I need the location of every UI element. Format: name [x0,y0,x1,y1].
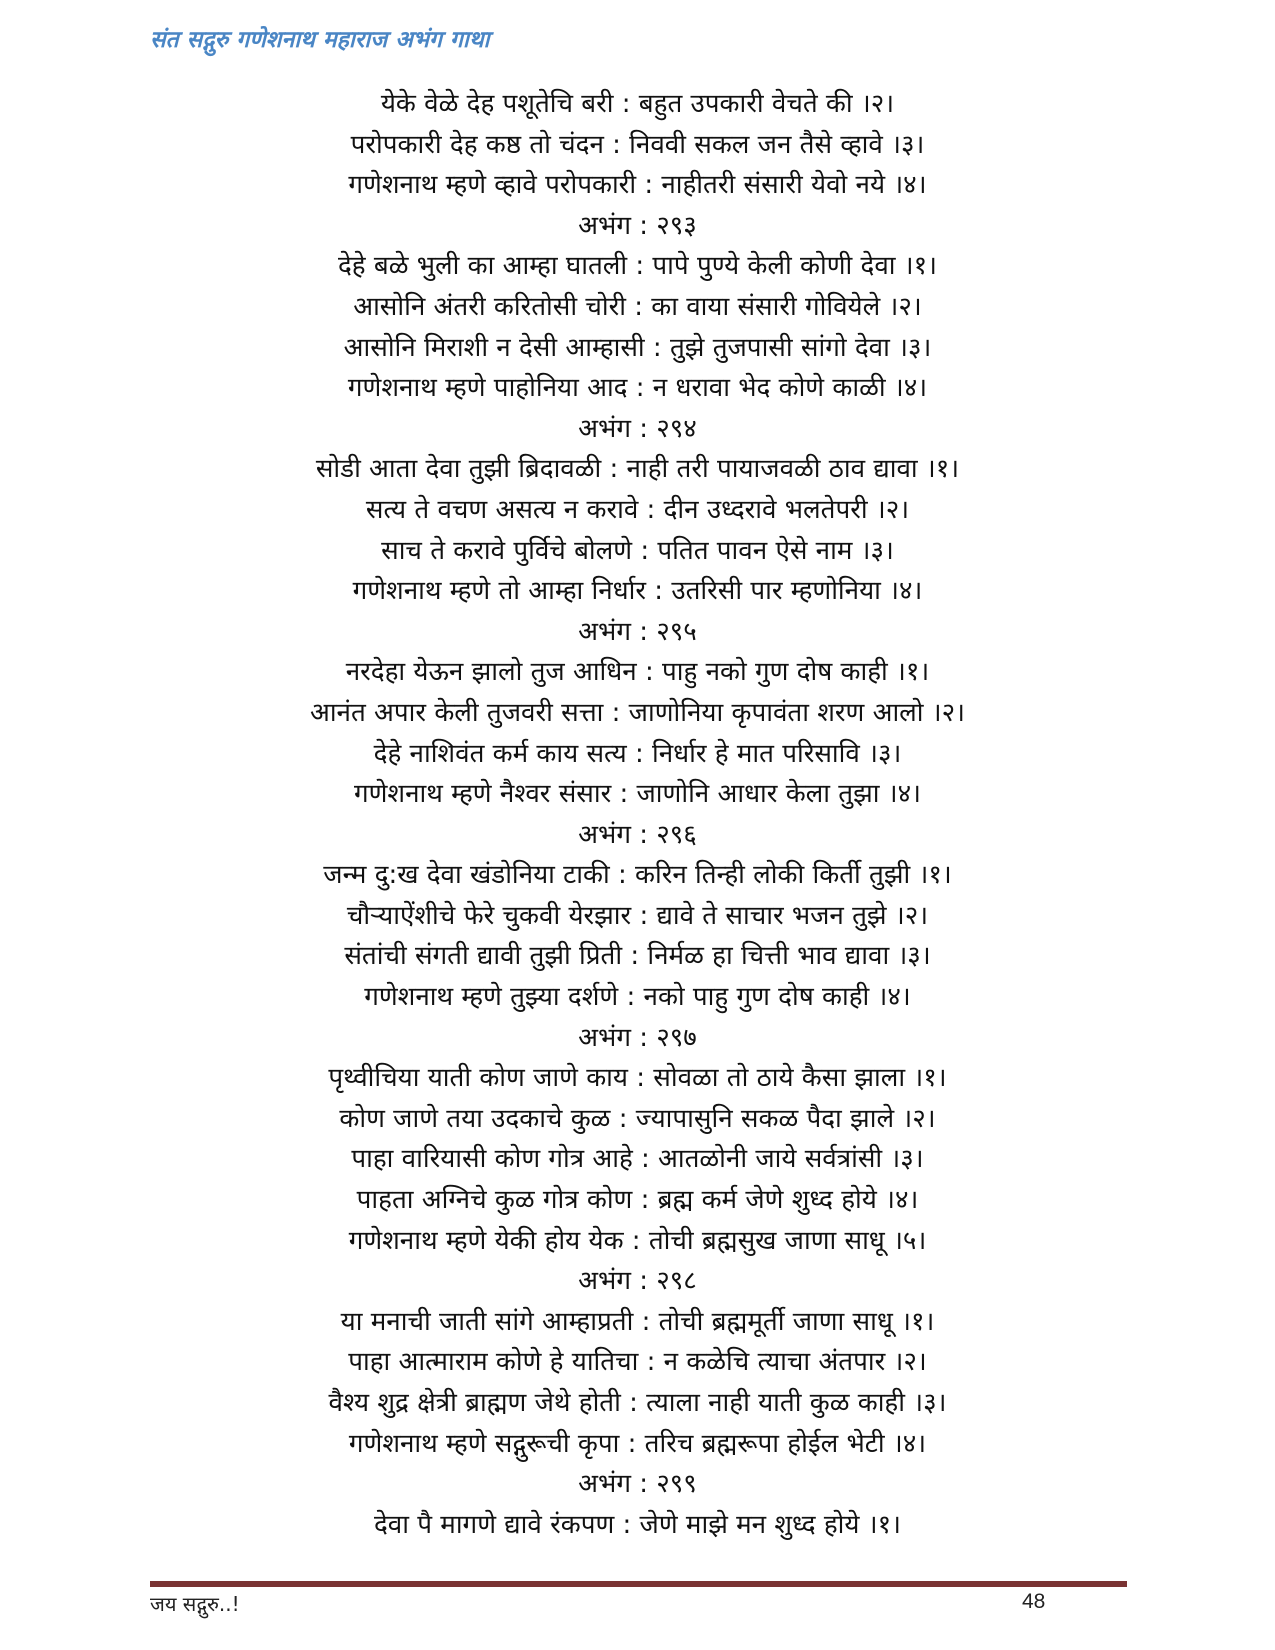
verse-line: अभंग : २९५ [578,616,697,647]
verse-line: गणेशनाथ म्हणे तुझ्या दर्शणे : नको पाहु गुण दोष काही ।४। [364,982,911,1013]
page-header-title: संत सद्गुरु गणेशनाथ महाराज अभंग गाथा [150,27,490,53]
verse-line: गणेशनाथ म्हणे पाहोनिया आद : न धरावा भेद कोणे काळी ।४। [347,373,928,404]
page-number: 48 [1022,1590,1046,1613]
verse-line: अभंग : २९३ [578,210,697,241]
verse-line: आसोनि मिराशी न देसी आम्हासी : तुझे तुजपासी सांगो देवा ।३। [343,332,932,363]
verse-line: देहे बळे भुली का आम्हा घातली : पापे पुण्ये केली कोणी देवा ।१। [338,251,937,282]
verse-line: या मनाची जाती सांगे आम्हाप्रती : तोची ब्रह्ममूर्ती जाणा साधू ।१। [340,1306,935,1337]
verse-line: आसोनि अंतरी करितोसी चोरी : का वाया संसारी गोवियेले ।२। [353,291,922,322]
verse-line: अभंग : २९६ [578,819,697,850]
verse-line: गणेशनाथ म्हणे व्हावे परोपकारी : नाहीतरी संसारी येवो नये ।४। [348,170,927,201]
verse-line: साच ते करावे पुर्विचे बोलणे : पतित पावन ऐसे नाम ।३। [381,535,894,566]
footer-divider [150,1581,1127,1587]
verse-line: पाहा आत्माराम कोणे हे यातिचा : न कळेचि त्याचा अंतपार ।२। [348,1347,927,1378]
verse-line: परोपकारी देह कष्ठ तो चंदन : निववी सकल जन तैसे व्हावे ।३। [350,129,925,160]
verse-line: पृथ्वीचिया याती कोण जाणे काय : सोवळा तो ठाये कैसा झाला ।१। [328,1063,947,1094]
verse-line: पाहता अग्निचे कुळ गोत्र कोण : ब्रह्म कर्म जेणे शुध्द होये ।४। [356,1185,919,1216]
verse-line: वैश्य शुद्र क्षेत्री ब्राह्मण जेथे होती : त्याला नाही याती कुळ काही ।३। [328,1388,947,1418]
verse-line: आनंत अपार केली तुजवरी सत्ता : जाणोनिया कृपावंता शरण आलो ।२। [309,697,966,728]
verse-line: गणेशनाथ म्हणे येकी होय येक : तोची ब्रह्मसुख जाणा साधू ।५। [348,1225,927,1256]
verse-line: देहे नाशिवंत कर्म काय सत्य : निर्धार हे मात परिसावि ।३। [373,738,902,769]
verse-line: देवा पै मागणे द्यावे रंकपण : जेणे माझे मन शुध्द होये ।१। [373,1509,901,1540]
verse-line: गणेशनाथ म्हणे तो आम्हा निर्धार : उतरिसी पार म्हणोनिया ।४। [352,576,923,607]
verse-line: चौऱ्याऐंशीचे फेरे चुकवी येरझार : द्यावे ते साचार भजन तुझे ।२। [346,900,929,931]
verse-line: अभंग : २९७ [578,1022,697,1053]
verse-line: संतांची संगती द्यावी तुझी प्रिती : निर्मळ हा चित्ती भाव द्यावा ।३। [344,941,931,972]
verse-line: येके वेळे देह पशूतेचि बरी : बहुत उपकारी वेचते की ।२। [380,89,895,119]
verse-line: अभंग : २९४ [578,413,697,444]
verse-line: नरदेहा येऊन झालो तुज आधिन : पाहु नको गुण दोष काही ।१। [345,657,930,688]
verse-line: सत्य ते वचण असत्य न करावे : दीन उध्दरावे भलतेपरी ।२। [365,494,910,525]
verse-line: जन्म दु:ख देवा खंडोनिया टाकी : करिन तिन्ही लोकी किर्ती तुझी ।१। [323,860,952,891]
verse-line: गणेशनाथ म्हणे सद्गुरूची कृपा : तरिच ब्रह्मरूपा होईल भेटी ।४। [348,1428,927,1459]
footer-text: जय सद्गुरु..! [150,1592,240,1616]
verse-line: पाहा वारियासी कोण गोत्र आहे : आतळोनी जाये सर्वत्रांसी ।३। [351,1144,924,1175]
verse-line: सोडी आता देवा तुझी ब्रिदावळी : नाही तरी पायाजवळी ठाव द्यावा ।१। [315,454,960,485]
verse-line: कोण जाणे तया उदकाचे कुळ : ज्यापासुनि सकळ पैदा झाले ।२। [339,1103,936,1134]
verse-body [150,84,1125,1545]
verse-line: अभंग : २९८ [578,1266,697,1297]
verse-line: गणेशनाथ म्हणे नैश्वर संसार : जाणोनि आधार केला तुझा ।४। [353,779,921,810]
verse-line: अभंग : २९९ [578,1469,697,1500]
